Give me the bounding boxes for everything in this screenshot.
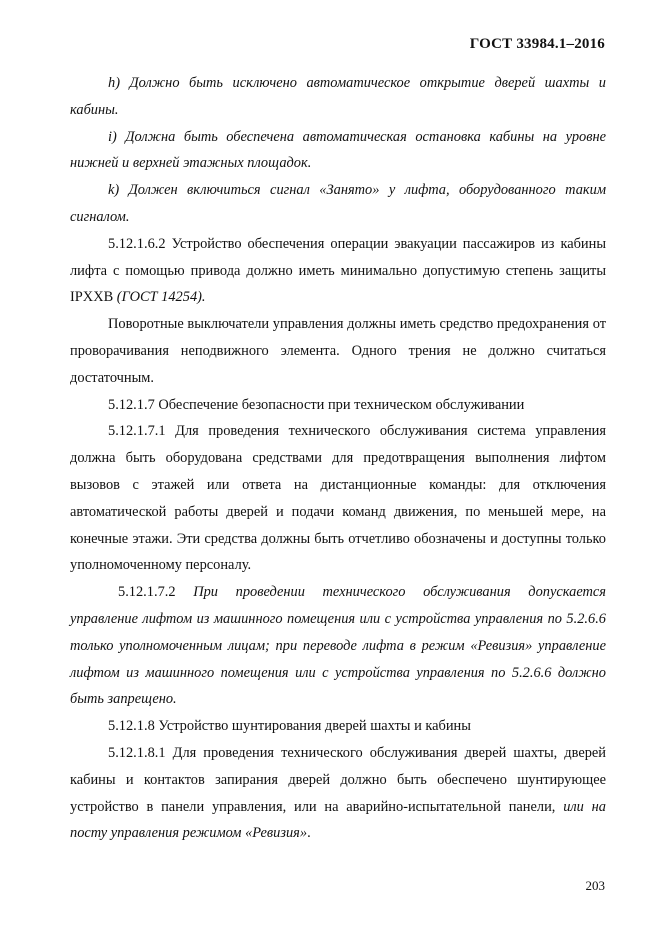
section-heading-5-12-1-8: 5.12.1.8 Устройство шунтирования дверей шахты и кабины <box>108 718 471 735</box>
section-heading-5-12-1-7: 5.12.1.7 Обеспечение безопасности при техническом обслуживании <box>108 396 525 413</box>
paragraph-text: 5.12.1.6.2 Устройство обеспечения операции эвакуации пассажиров из кабины лифта с помощью привода должно иметь минимально допустимую степень защиты IPXXB <box>70 235 606 306</box>
document-body <box>70 70 606 847</box>
italic-clause: или на посту управления режимом «Ревизия» <box>70 798 606 842</box>
page-number: 203 <box>585 878 605 893</box>
clause-number: 5.12.1.7.2 <box>118 584 194 601</box>
gost-reference: (ГОСТ 14254). <box>116 289 206 306</box>
paragraph-h: h) Должно быть исключено автоматическое открытие дверей шахты и кабины. <box>70 75 606 118</box>
paragraph-text: При проведении технического обслуживания допускается управление лифтом из машинного помещения или с устройства управления по 5.2.6.6 только уполномоченным лицам; при переводе лифта в режим «Ревизия» управление лифтом из машинного помещения или с устройства управления по 5.2.6.6 должно быть запрещено. <box>70 584 606 708</box>
paragraph-5-12-1-8-1 <box>70 740 606 847</box>
paragraph-5-12-1-7-1: 5.12.1.7.1 Для проведения технического обслуживания система управления должна быть оборудована средствами для предотвращения выполнения лифтом вызовов с этажей или ответа на дистанционные команды: для отключения автоматической работы дверей и подачи команд движения, по меньшей мере, на конечные этажи. Эти средства должны быть отчетливо обозначены и доступны только уполномоченному персоналу. <box>70 423 606 574</box>
paragraph-5-12-1-7-2 <box>70 579 606 713</box>
paragraph-5-12-1-6-2 <box>70 231 606 311</box>
paragraph-text: 5.12.1.8.1 Для проведения технического обслуживания дверей шахты, дверей кабины и контактов запирания дверей должно быть обеспечено шунтирующее устройство в панели управления, или на аварийно-испытательной панели, <box>70 744 606 815</box>
paragraph-k: k) Должен включиться сигнал «Занято» у лифта, оборудованного таким сигналом. <box>70 182 606 225</box>
document-code: ГОСТ 33984.1–2016 <box>469 36 605 52</box>
paragraph-end: . <box>307 825 311 842</box>
paragraph-rotary-switches: Поворотные выключатели управления должны иметь средство предохранения от проворачивания неподвижного элемента. Одного трения не должно считаться достаточным. <box>70 316 606 386</box>
paragraph-i: i) Должна быть обеспечена автоматическая остановка кабины на уровне нижней и верхней этажных площадок. <box>70 128 606 172</box>
